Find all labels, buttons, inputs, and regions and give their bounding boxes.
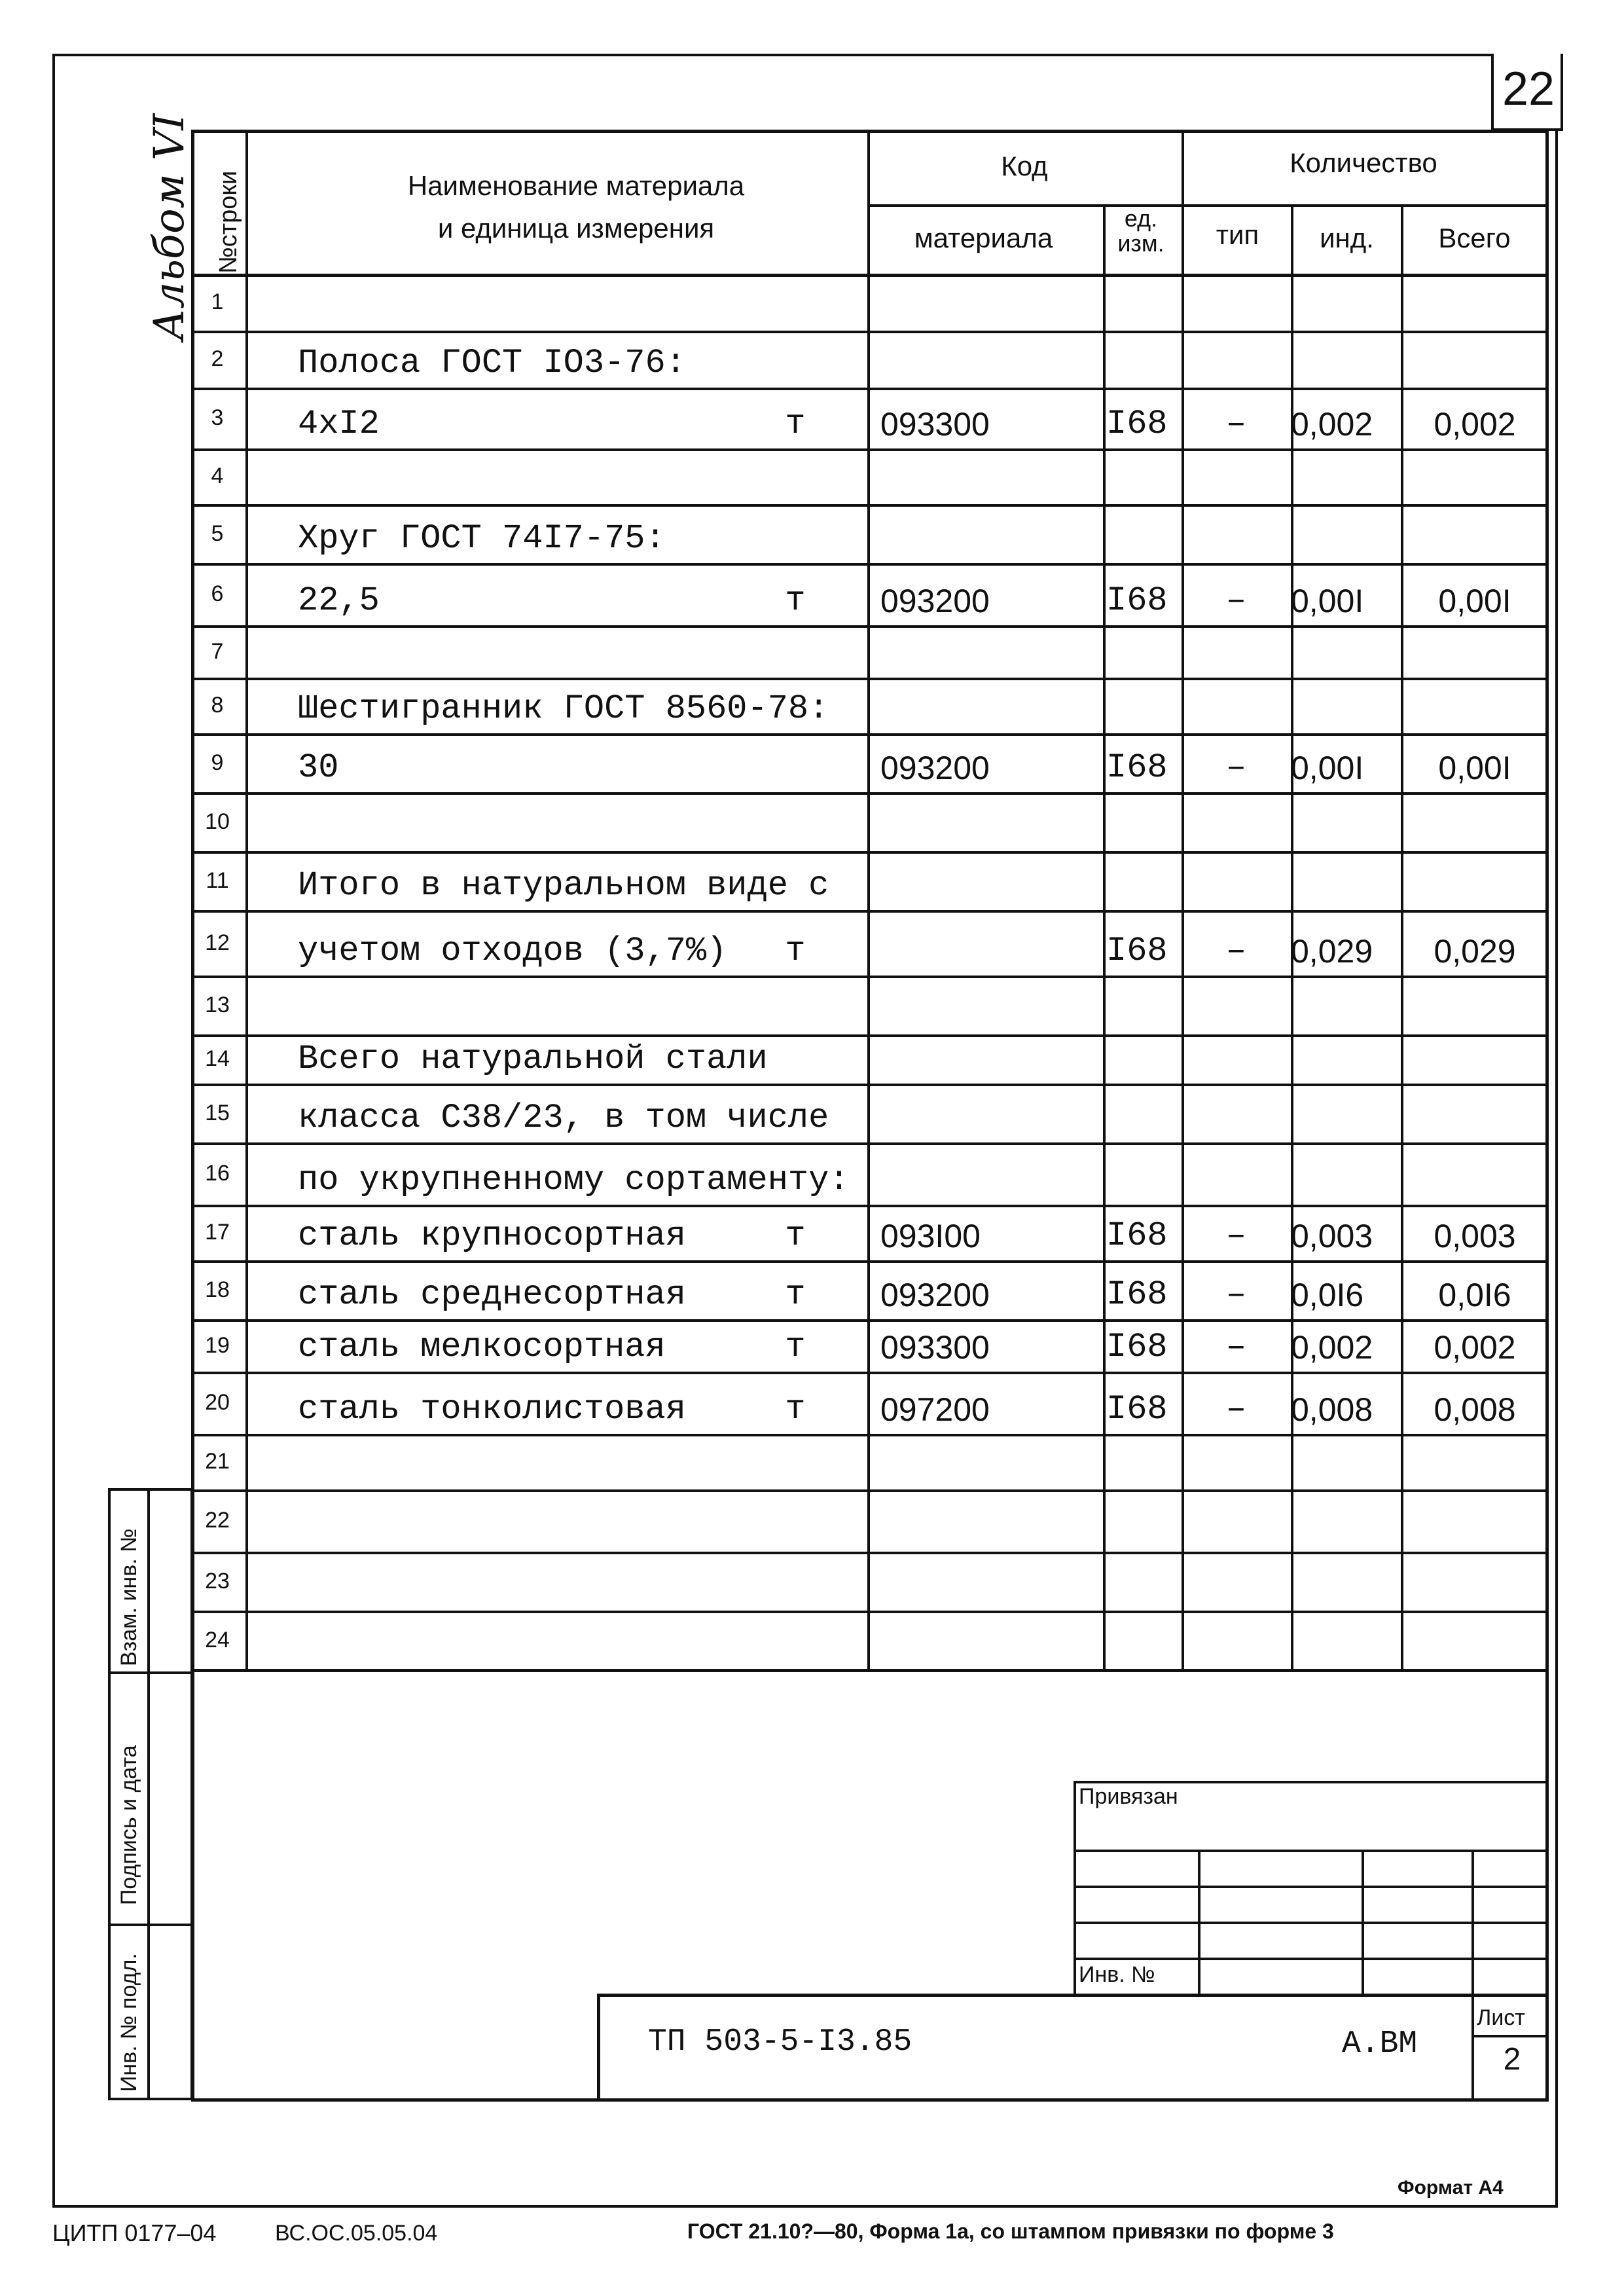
qty-type: – (1225, 1390, 1247, 1429)
qty-total: 0,029 (1434, 933, 1516, 970)
unit-code (1106, 1034, 1178, 1084)
material-code: 093I00 (880, 1218, 981, 1254)
row-number: 20 (205, 1390, 230, 1415)
unit (776, 733, 815, 792)
privyazan-label: Привязан (1079, 1784, 1178, 1809)
material-name: Полоса ГОСТ IО3-76: (298, 344, 686, 382)
row-number: 13 (205, 992, 230, 1017)
sheet-label-divider (1471, 2035, 1549, 2037)
side-label-inv: Инв. № подл. (117, 1953, 141, 2092)
unit-code (1106, 448, 1178, 504)
material-name: по укрупненному сортаменту: (298, 1161, 850, 1199)
header-rownum-label: №строки (215, 170, 242, 274)
material-code: 093200 (880, 1277, 990, 1313)
header-qty-type: тип (1216, 219, 1259, 250)
qty-type (1182, 1489, 1291, 1552)
qty-type (1182, 274, 1291, 331)
qty-type (1182, 976, 1291, 1034)
qty-type: – (1225, 1275, 1247, 1314)
unit: т (785, 1216, 806, 1255)
qty-ind (1291, 1611, 1401, 1670)
qty-type (1182, 1084, 1291, 1142)
footer-right: ГОСТ 21.10?—80, Форма 1а, со штампом привязки по форме 3 (687, 2219, 1334, 2243)
row-number: 14 (205, 1046, 230, 1071)
material-code (880, 1034, 1090, 1084)
qty-ind (1291, 792, 1401, 851)
header-name-line2: и единица измерения (437, 213, 715, 244)
unit: т (785, 1390, 806, 1429)
unit-code (1106, 625, 1178, 678)
unit (776, 1034, 815, 1084)
qty-total: 0,00I (1438, 583, 1511, 619)
table-row (191, 1142, 1549, 1205)
row-number: 22 (205, 1508, 230, 1533)
table-row (191, 1489, 1549, 1552)
row-number: 1 (211, 289, 224, 314)
qty-ind (1291, 1552, 1401, 1611)
material-code (880, 504, 1090, 563)
table-row (191, 448, 1549, 504)
qty-ind: 0,00I (1291, 750, 1364, 786)
table-row (191, 625, 1549, 678)
qty-total (1401, 1142, 1549, 1205)
row-number: 18 (205, 1277, 230, 1302)
unit-code: I68 (1106, 1390, 1168, 1429)
qty-type (1182, 851, 1291, 910)
material-code: 093200 (880, 583, 990, 619)
qty-ind (1291, 1434, 1401, 1489)
table-row (191, 1319, 1549, 1372)
table-row (191, 1552, 1549, 1611)
qty-total: 0,00I (1438, 750, 1511, 786)
privyazan-col1 (1198, 1850, 1200, 1997)
qty-type (1182, 1552, 1291, 1611)
unit-code (1106, 851, 1178, 910)
table-row (191, 1611, 1549, 1670)
qty-total (1401, 976, 1549, 1034)
material-code (880, 625, 1090, 678)
row-number: 21 (205, 1449, 230, 1474)
side-strip-divider (147, 1488, 150, 2100)
qty-type: – (1225, 405, 1247, 443)
qty-total (1401, 792, 1549, 851)
format-label: Формат А4 (1398, 2177, 1504, 2199)
row-number: 6 (211, 581, 224, 606)
qty-ind (1291, 1084, 1401, 1142)
material-code (880, 1489, 1090, 1552)
unit (776, 851, 815, 910)
privyazan-row1 (1074, 1850, 1549, 1852)
qty-ind: 0,029 (1291, 933, 1373, 970)
material-name: сталь тонколистовая (298, 1390, 686, 1429)
table-row (191, 976, 1549, 1034)
table-row (191, 678, 1549, 733)
table-row (191, 1205, 1549, 1260)
qty-type: – (1225, 932, 1247, 970)
row-number: 24 (205, 1627, 230, 1652)
privyazan-row3 (1074, 1922, 1549, 1924)
row-number: 10 (205, 809, 230, 834)
sheet-col-divider (1471, 1994, 1474, 2102)
side-strip-sep1 (108, 1671, 193, 1674)
table-row (191, 851, 1549, 910)
row-number: 17 (205, 1220, 230, 1245)
qty-type (1182, 504, 1291, 563)
qty-ind (1291, 678, 1401, 733)
table-row (191, 1434, 1549, 1489)
row-number: 11 (206, 867, 229, 893)
row-number: 9 (211, 750, 224, 775)
row-number: 4 (211, 464, 224, 488)
row-number: 15 (205, 1100, 230, 1125)
header-qty-total: Всего (1438, 223, 1511, 253)
unit (776, 504, 815, 563)
qty-ind: 0,003 (1291, 1218, 1373, 1254)
header-qty-ind: инд. (1320, 223, 1374, 253)
side-label-vzam: Взам. инв. № (117, 1528, 141, 1666)
qty-ind (1291, 1142, 1401, 1205)
material-name: сталь мелкосортная (298, 1328, 666, 1366)
material-code (880, 1552, 1090, 1611)
material-code: 093300 (880, 406, 990, 443)
qty-ind (1291, 976, 1401, 1034)
qty-ind (1291, 851, 1401, 910)
unit (776, 448, 815, 504)
material-name (298, 1489, 756, 1552)
material-name: учетом отходов (3,7%) (298, 932, 727, 970)
header-mid-line (867, 204, 1549, 207)
qty-total (1401, 331, 1549, 388)
unit-code (1106, 1084, 1178, 1142)
qty-type (1182, 1611, 1291, 1670)
material-code (880, 1434, 1090, 1489)
unit: т (785, 581, 806, 620)
table-row (191, 1260, 1549, 1319)
qty-type (1182, 625, 1291, 678)
material-name: Всего натуральной стали (298, 1040, 768, 1078)
table-row (191, 1372, 1549, 1434)
unit (776, 1434, 815, 1489)
material-name: сталь крупносортная (298, 1216, 686, 1255)
qty-ind (1291, 331, 1401, 388)
unit-code: I68 (1106, 581, 1168, 620)
unit: т (785, 1275, 806, 1314)
qty-total (1401, 448, 1549, 504)
qty-type (1182, 1034, 1291, 1084)
table-row (191, 1084, 1549, 1142)
inv-no-label: Инв. № (1079, 1962, 1155, 1987)
row-number: 12 (205, 930, 230, 955)
table-row (191, 388, 1549, 448)
header-code-material: материала (914, 223, 1053, 253)
unit-code: I68 (1106, 1275, 1168, 1314)
material-code (880, 331, 1090, 388)
unit-code (1106, 976, 1178, 1034)
privyazan-col2 (1362, 1850, 1364, 1997)
qty-total (1401, 1084, 1549, 1142)
qty-ind: 0,002 (1291, 1329, 1373, 1366)
material-name (298, 976, 756, 1034)
qty-ind: 0,00I (1291, 583, 1364, 619)
unit-code (1106, 792, 1178, 851)
unit (776, 331, 815, 388)
album-label: Альбом VI (145, 113, 194, 340)
material-name (298, 625, 756, 678)
material-name: 22,5 (298, 581, 380, 620)
qty-type (1182, 448, 1291, 504)
table-row (191, 1034, 1549, 1084)
qty-total: 0,008 (1434, 1391, 1516, 1428)
qty-ind: 0,0I6 (1291, 1277, 1364, 1313)
qty-total (1401, 1489, 1549, 1552)
side-strip-sep2 (108, 1924, 193, 1926)
unit-code: I68 (1106, 1216, 1168, 1255)
qty-ind (1291, 1034, 1401, 1084)
unit-code: I68 (1106, 1328, 1168, 1366)
qty-ind (1291, 1489, 1401, 1552)
qty-total (1401, 1434, 1549, 1489)
unit (776, 1611, 815, 1670)
unit-code: I68 (1106, 405, 1168, 443)
row-number: 8 (211, 693, 224, 718)
qty-total (1401, 1034, 1549, 1084)
material-code (880, 274, 1090, 331)
table-row (191, 331, 1549, 388)
material-name (298, 274, 756, 331)
row-number: 5 (211, 520, 224, 546)
qty-total (1401, 504, 1549, 563)
material-code (880, 448, 1090, 504)
material-code (880, 910, 1090, 976)
material-code (880, 792, 1090, 851)
qty-total (1401, 1611, 1549, 1670)
material-code (880, 1084, 1090, 1142)
unit-code (1106, 504, 1178, 563)
material-code: 093300 (880, 1329, 990, 1366)
material-name (298, 1434, 756, 1489)
qty-ind (1291, 274, 1401, 331)
unit: т (785, 405, 806, 443)
qty-total (1401, 625, 1549, 678)
qty-ind: 0,008 (1291, 1391, 1373, 1428)
unit (776, 625, 815, 678)
material-code (880, 976, 1090, 1034)
unit-code (1106, 1434, 1178, 1489)
material-name: Хруг ГОСТ 74I7-75: (298, 519, 666, 558)
table-row (191, 274, 1549, 331)
qty-type (1182, 1142, 1291, 1205)
unit (776, 1084, 815, 1142)
material-name: класса С38/23, в том числе (298, 1099, 829, 1137)
unit (776, 1552, 815, 1611)
doc-code: ТП 503-5-I3.85 (648, 2024, 912, 2060)
sheet-number: 2 (1503, 2042, 1521, 2077)
privyazan-row4 (1074, 1958, 1549, 1960)
qty-type (1182, 792, 1291, 851)
material-name (298, 1552, 756, 1611)
material-code (880, 678, 1090, 733)
table-row (191, 910, 1549, 976)
unit (776, 1142, 815, 1205)
qty-total: 0,003 (1434, 1218, 1516, 1254)
qty-total: 0,002 (1434, 1329, 1516, 1366)
row-number: 19 (205, 1332, 230, 1358)
row-number: 23 (205, 1568, 230, 1594)
unit (776, 1489, 815, 1552)
qty-total (1401, 1552, 1549, 1611)
qty-ind (1291, 448, 1401, 504)
sheet-corner-number: 22 (1502, 63, 1555, 115)
unit-code (1106, 1142, 1178, 1205)
material-name: сталь среднесортная (298, 1275, 686, 1314)
unit-code (1106, 1552, 1178, 1611)
material-name: 4хI2 (298, 405, 380, 443)
privyazan-col3 (1471, 1850, 1474, 1997)
unit (776, 678, 815, 733)
table-row (191, 733, 1549, 792)
privyazan-row2 (1074, 1886, 1549, 1888)
qty-total (1401, 678, 1549, 733)
material-code (880, 851, 1090, 910)
unit-code (1106, 1489, 1178, 1552)
table-row (191, 504, 1549, 563)
doc-mark: А.ВМ (1342, 2026, 1418, 2062)
table-row (191, 563, 1549, 625)
table-row (191, 792, 1549, 851)
qty-type: – (1225, 1328, 1247, 1366)
header-qty-group: Количество (1290, 147, 1437, 178)
header-code-unit: ед. изм. (1117, 205, 1164, 257)
material-code: 093200 (880, 750, 990, 786)
footer-mid: ВС.ОС.05.05.04 (275, 2221, 438, 2246)
qty-ind (1291, 504, 1401, 563)
material-name (298, 792, 756, 851)
unit-code (1106, 331, 1178, 388)
header-name-line1: Наименование материала (407, 170, 745, 201)
qty-type (1182, 678, 1291, 733)
material-code (880, 1142, 1090, 1205)
qty-type (1182, 331, 1291, 388)
material-name: Шестигранник ГОСТ 8560-78: (298, 689, 829, 728)
qty-ind (1291, 625, 1401, 678)
footer-left: ЦИТП 0177–04 (52, 2219, 217, 2246)
unit (776, 274, 815, 331)
unit-code (1106, 1611, 1178, 1670)
material-code: 097200 (880, 1391, 990, 1428)
unit-code (1106, 274, 1178, 331)
qty-total: 0,002 (1434, 406, 1516, 443)
qty-type (1182, 1434, 1291, 1489)
unit (776, 792, 815, 851)
unit: т (785, 932, 806, 970)
header-code-group: Код (1001, 151, 1048, 181)
row-number: 7 (211, 638, 224, 664)
row-number: 2 (211, 346, 224, 371)
sheet-label: Лист (1477, 2005, 1525, 2030)
material-name: Итого в натуральном виде с (298, 866, 829, 905)
material-name: 30 (298, 748, 339, 787)
qty-total (1401, 851, 1549, 910)
unit-code: I68 (1106, 748, 1168, 787)
unit: т (785, 1328, 806, 1366)
unit-code: I68 (1106, 932, 1168, 970)
material-code (880, 1611, 1090, 1670)
unit (776, 976, 815, 1034)
qty-type: – (1225, 1216, 1247, 1255)
unit-code (1106, 678, 1178, 733)
row-number: 3 (211, 405, 224, 430)
material-name (298, 448, 756, 504)
qty-ind: 0,002 (1291, 406, 1373, 443)
qty-type: – (1225, 748, 1247, 787)
qty-type: – (1225, 581, 1247, 620)
qty-total: 0,0I6 (1438, 1277, 1511, 1313)
qty-total (1401, 274, 1549, 331)
row-number: 16 (205, 1161, 230, 1186)
material-name (298, 1611, 756, 1670)
side-label-podpis: Подпись и дата (117, 1745, 141, 1905)
